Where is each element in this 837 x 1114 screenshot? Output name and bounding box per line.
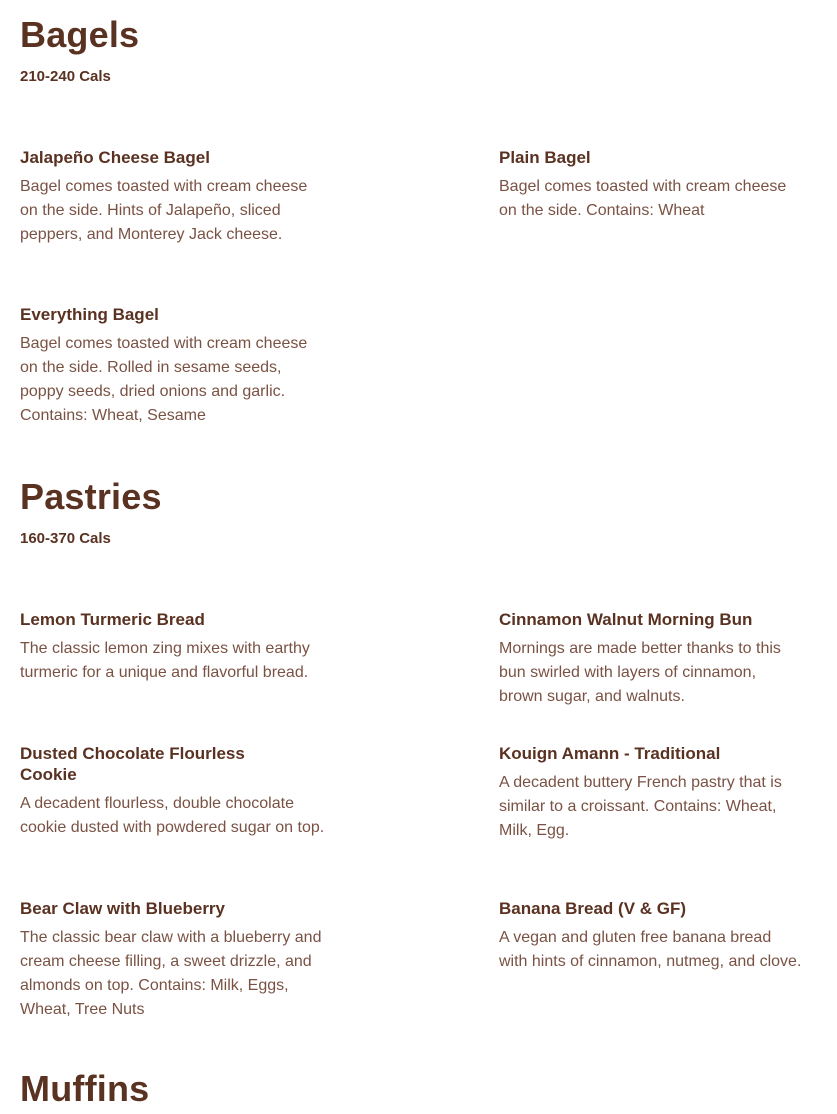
- menu-item-name: Kouign Amann - Traditional: [499, 744, 721, 763]
- menu-item-name: Plain Bagel: [499, 148, 591, 167]
- menu-item-description: Bagel comes toasted with cream cheese on the side. Rolled in sesame seeds, poppy seeds, dried onions and garlic. Contains: Wheat, Sesame: [20, 335, 308, 424]
- menu-item-description: A decadent buttery French pastry that is similar to a croissant. Contains: Wheat, Milk, Egg.: [499, 774, 782, 839]
- menu-item-description: Bagel comes toasted with cream cheese on the side. Hints of Jalapeño, sliced peppers, and Monterey Jack cheese.: [20, 178, 308, 243]
- menu-item-description: The classic lemon zing mixes with earthy turmeric for a unique and flavorful bread.: [20, 640, 310, 681]
- section-calories-bagels: 210-240 Cals: [20, 68, 111, 85]
- menu-item-name: Lemon Turmeric Bread: [20, 610, 205, 629]
- menu-item-name: Cinnamon Walnut Morning Bun: [499, 610, 753, 629]
- menu-item-name: Jalapeño Cheese Bagel: [20, 148, 210, 167]
- menu-item-dusted-chocolate-flourless-cookie[interactable]: [20, 743, 325, 840]
- menu-item-jalapeno-cheese-bagel[interactable]: [20, 147, 325, 247]
- section-calories-pastries: 160-370 Cals: [20, 530, 111, 547]
- section-title-muffins: Muffins: [20, 1068, 150, 1109]
- menu-item-name: Bear Claw with Blueberry: [20, 899, 226, 918]
- menu-item-description: A decadent flourless, double chocolate cookie dusted with powdered sugar on top.: [20, 795, 325, 836]
- menu-item-bear-claw-with-blueberry[interactable]: [20, 898, 325, 1022]
- section-title-pastries: Pastries: [20, 476, 162, 517]
- menu-item-kouign-amann-traditional[interactable]: [499, 743, 804, 843]
- menu-item-description: Bagel comes toasted with cream cheese on the side. Contains: Wheat: [499, 178, 787, 219]
- menu-item-name: Banana Bread (V & GF): [499, 899, 687, 918]
- menu-item-description: The classic bear claw with a blueberry and cream cheese filling, a sweet drizzle, and almonds on top. Contains: Milk, Eggs, Wheat, Tree Nuts: [20, 929, 322, 1018]
- menu-item-banana-bread[interactable]: [499, 898, 804, 974]
- menu-item-plain-bagel[interactable]: [499, 147, 804, 223]
- menu-item-description: A vegan and gluten free banana bread with hints of cinnamon, nutmeg, and clove.: [499, 929, 802, 970]
- section-title-bagels: Bagels: [20, 14, 140, 55]
- menu-item-description: Mornings are made better thanks to this bun swirled with layers of cinnamon, brown sugar, and walnuts.: [499, 640, 781, 705]
- menu-item-name: Everything Bagel: [20, 305, 159, 324]
- menu-item-cinnamon-walnut-morning-bun[interactable]: [499, 609, 804, 709]
- menu-item-name: Dusted Chocolate Flourless Cookie: [20, 744, 245, 784]
- menu-item-lemon-turmeric-bread[interactable]: [20, 609, 325, 685]
- menu-item-everything-bagel[interactable]: [20, 304, 325, 428]
